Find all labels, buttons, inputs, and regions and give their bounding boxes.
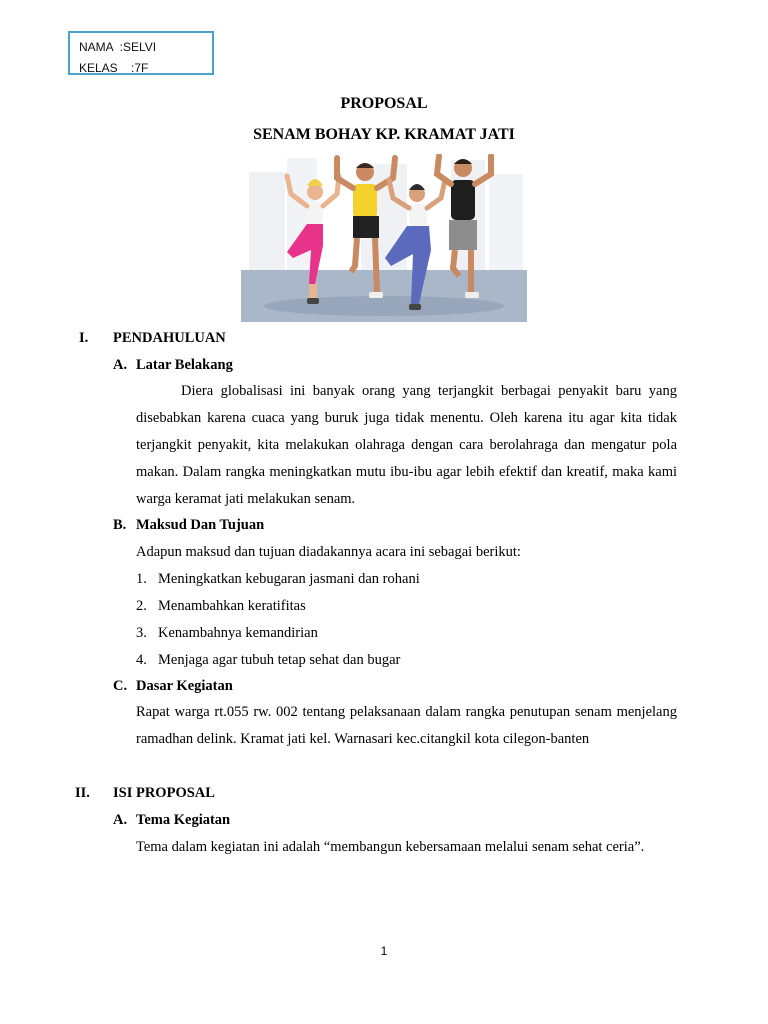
subsection-b-letter: B.: [113, 517, 127, 533]
subsection-a-heading: Latar Belakang: [136, 357, 233, 373]
latar-belakang-paragraph: Diera globalisasi ini banyak orang yang terjangkit berbagai penyakit baru yang disebabkan karena cuaca yang buruk juga tidak menentu. Oleh karena itu agar kita tidak terjangkit penyakit, kita melakukan olahraga dengan cara berolahraga dan mengatur pola makan. Dalam rangka meningkatkan mutu ibu-ibu agar lebih efektif dan kreatif, maka kami warga keramat jati melakukan senam.: [136, 383, 677, 507]
tema-kegiatan-paragraph: Tema dalam kegiatan ini adalah “membangun kebersamaan melalui senam sehat ceria”.: [136, 839, 645, 855]
section-2-numeral: II.: [75, 785, 90, 801]
list-item-number: 4.: [136, 652, 147, 668]
section-1-numeral: I.: [79, 330, 89, 346]
student-info-box: [68, 31, 214, 75]
document-title: PROPOSAL: [340, 95, 428, 112]
list-item-text: Meningkatkan kebugaran jasmani dan rohani: [158, 571, 420, 587]
list-item-text: Menjaga agar tubuh tetap sehat dan bugar: [158, 652, 401, 668]
list-item-number: 2.: [136, 598, 147, 614]
subsection-c-heading: Dasar Kegiatan: [136, 678, 233, 694]
subsection-2a-heading: Tema Kegiatan: [136, 812, 231, 828]
subsection-2a-letter: A.: [113, 812, 128, 828]
section-1-heading: PENDAHULUAN: [113, 330, 226, 346]
section-2-heading: ISI PROPOSAL: [113, 785, 215, 801]
list-item-number: 3.: [136, 625, 147, 641]
list-item-text: Menambahkan keratifitas: [158, 598, 306, 614]
subsection-c-letter: C.: [113, 678, 128, 694]
page-number: 1: [380, 944, 388, 958]
student-class: KELAS :7F: [79, 61, 149, 75]
dasar-kegiatan-paragraph: Rapat warga rt.055 rw. 002 tentang pelaksanaan dalam rangka penutupan senam menjelang ramadhan delink. Kramat jati kel. Warnasari kec.citangkil kota cilegon-banten: [136, 704, 677, 747]
document-subtitle: SENAM BOHAY KP. KRAMAT JATI: [253, 126, 515, 143]
maksud-intro: Adapun maksud dan tujuan diadakannya acara ini sebagai berikut:: [136, 544, 521, 560]
student-name: NAMA :SELVI: [79, 40, 157, 54]
subsection-a-letter: A.: [113, 357, 128, 373]
list-item-number: 1.: [136, 571, 147, 587]
list-item-text: Kenambahnya kemandirian: [158, 625, 318, 641]
subsection-b-heading: Maksud Dan Tujuan: [136, 517, 265, 533]
aerobics-illustration: [241, 154, 527, 322]
